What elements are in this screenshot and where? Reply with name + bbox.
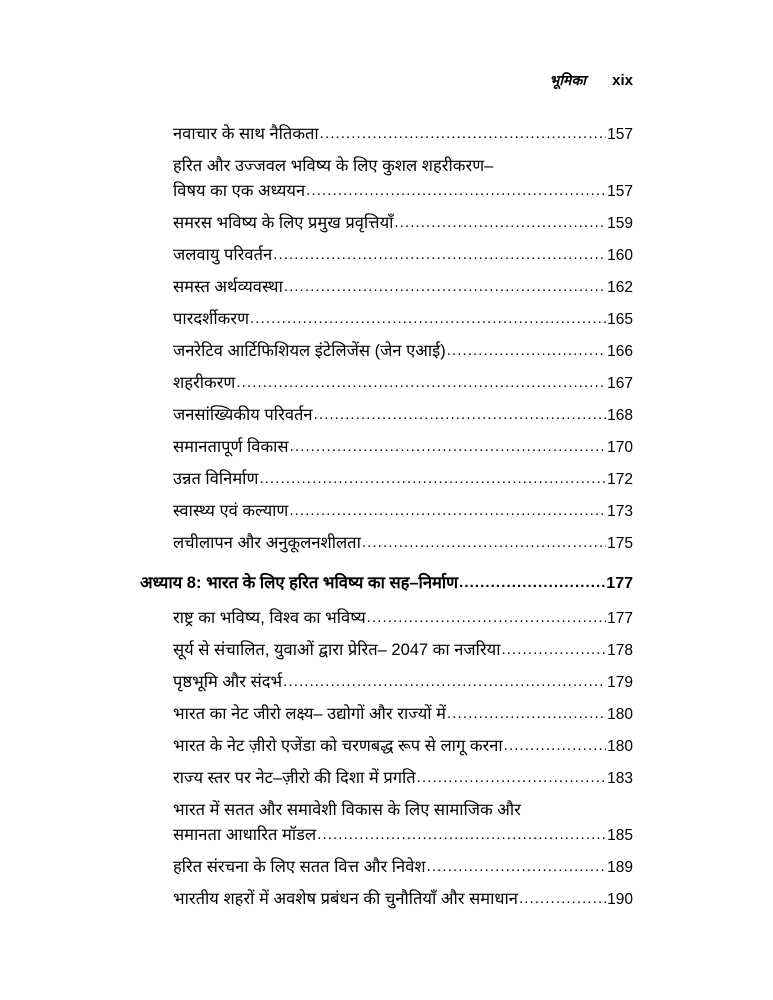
toc-entry-row — [173, 371, 633, 396]
toc-sub-entry[interactable] — [140, 243, 633, 268]
page-folio: xix — [612, 72, 633, 89]
toc-entry-row — [173, 243, 633, 268]
toc-sub-entry[interactable] — [140, 403, 633, 428]
toc-sub-entry[interactable] — [140, 855, 633, 880]
toc-entry-page-number: 168 — [607, 407, 633, 424]
dot-leader — [501, 637, 606, 662]
toc-sub-entry[interactable] — [140, 499, 633, 524]
toc-sub-entry[interactable] — [140, 371, 633, 396]
toc-sub-entry[interactable] — [140, 606, 633, 631]
toc-entry-row — [173, 887, 633, 912]
toc-entry-row — [173, 403, 633, 428]
toc-entry-title: सूर्य से संचालित, युवाओं द्वारा प्रेरित– 2047 का नजरिया — [173, 641, 501, 659]
toc-entry-title: जनसांख्यिकीय परिवर्तन — [173, 406, 313, 424]
toc-entry-page-number: 170 — [607, 439, 633, 456]
dot-leader — [284, 274, 606, 299]
toc-entry-page-number: 180 — [607, 706, 633, 723]
dot-leader — [314, 402, 607, 427]
toc-entry-row — [173, 339, 633, 364]
dot-leader — [283, 669, 606, 694]
dot-leader — [459, 570, 605, 595]
toc-entry-page-number: 180 — [607, 738, 633, 755]
toc-entry-title: लचीलापन और अनुकूलनशीलता — [173, 534, 361, 552]
toc-entry-row — [173, 638, 633, 663]
toc-entry-page-number: 173 — [607, 503, 633, 520]
toc-entry-row — [173, 702, 633, 727]
toc-entry-row — [173, 499, 633, 524]
toc-entry-title: जलवायु परिवर्तन — [173, 246, 273, 264]
toc-entry-page-number: 177 — [607, 610, 633, 627]
table-of-contents — [140, 122, 633, 919]
toc-entry-page-number: 183 — [607, 770, 633, 787]
toc-entry-page-number: 190 — [607, 891, 633, 908]
toc-entry-page-number: 175 — [607, 535, 633, 552]
dot-leader — [504, 733, 606, 758]
toc-entry-title: अध्याय 8: भारत के लिए हरित भविष्य का सह–निर्माण — [140, 574, 459, 592]
dot-leader — [417, 765, 606, 790]
toc-sub-entry[interactable] — [140, 638, 633, 663]
dot-leader — [447, 338, 606, 363]
toc-entry-page-number: 167 — [607, 375, 633, 392]
running-head — [0, 71, 633, 90]
toc-sub-entry[interactable] — [140, 887, 633, 912]
dot-leader — [427, 854, 607, 879]
toc-entry-title: राज्य स्तर पर नेट–ज़ीरो की दिशा में प्रगति — [173, 769, 416, 787]
toc-entry-page-number: 177 — [606, 575, 633, 592]
dot-leader — [290, 434, 607, 459]
dot-leader — [320, 121, 606, 146]
toc-sub-entry[interactable] — [140, 467, 633, 492]
toc-entry-title: समानतापूर्ण विकास — [173, 438, 289, 456]
toc-entry-row — [173, 734, 633, 759]
toc-sub-entry[interactable] — [140, 122, 633, 147]
toc-entry-row — [173, 122, 633, 147]
dot-leader — [250, 306, 606, 331]
toc-sub-entry[interactable] — [140, 211, 633, 236]
toc-sub-entry[interactable] — [140, 531, 633, 556]
toc-entry-title: पारदर्शीकरण — [173, 310, 249, 328]
toc-entry-page-number: 165 — [607, 311, 633, 328]
dot-leader — [447, 701, 606, 726]
toc-sub-entry[interactable] — [140, 702, 633, 727]
toc-entry-row — [173, 275, 633, 300]
toc-entry-line: भारत में सतत और समावेशी विकास के लिए सामाजिक और — [173, 801, 521, 819]
toc-entry-page-number: 162 — [607, 279, 633, 296]
toc-entry-page-number: 159 — [607, 215, 633, 232]
toc-entry-title: जनरेटिव आर्टिफिशियल इंटेलिजेंस (जेन एआई) — [173, 342, 446, 360]
dot-leader — [273, 242, 606, 267]
toc-entry-title: विषय का एक अध्ययन — [173, 182, 306, 200]
toc-entry-title: समरस भविष्य के लिए प्रमुख प्रवृत्तियाँ — [173, 214, 394, 232]
toc-entry-row — [173, 467, 633, 492]
toc-entry-page-number: 166 — [607, 343, 633, 360]
toc-entry-title: स्वास्थ्य एवं कल्याण — [173, 502, 289, 520]
toc-entry-line: हरित और उज्जवल भविष्य के लिए कुशल शहरीकरण– — [173, 157, 494, 175]
toc-sub-entry[interactable] — [140, 670, 633, 695]
toc-entry-title: समस्त अर्थव्यवस्था — [173, 278, 283, 296]
toc-sub-entry[interactable] — [140, 154, 633, 204]
toc-entry-title: शहरीकरण — [173, 374, 236, 392]
dot-leader — [306, 178, 606, 203]
toc-entry-row — [173, 855, 633, 880]
toc-sub-entry[interactable] — [140, 766, 633, 791]
toc-entry-title: उन्नत विनिर्माण — [173, 470, 259, 488]
toc-entry-row — [173, 531, 633, 556]
toc-entry-row — [173, 435, 633, 460]
toc-sub-entry[interactable] — [140, 339, 633, 364]
toc-entry-title: हरित संरचना के लिए सतत वित्त और निवेश — [173, 858, 426, 876]
toc-entry-row — [173, 179, 633, 204]
toc-entry-page-number: 157 — [607, 126, 633, 143]
toc-entry-row — [173, 606, 633, 631]
toc-entry-page-number: 185 — [607, 827, 633, 844]
toc-entry-title: समानता आधारित मॉडल — [173, 826, 317, 844]
dot-leader — [367, 605, 606, 630]
dot-leader — [317, 822, 606, 847]
toc-entry-page-number: 178 — [607, 642, 633, 659]
toc-entry-page-number: 172 — [607, 471, 633, 488]
toc-entry-row — [173, 766, 633, 791]
toc-entry-title: नवाचार के साथ नैतिकता — [173, 125, 319, 143]
toc-entry-title: भारत का नेट जीरो लक्ष्य– उद्योगों और राज्यों में — [173, 705, 447, 723]
toc-entry-row — [173, 823, 633, 848]
dot-leader — [394, 210, 606, 235]
toc-entry-page-number: 160 — [607, 247, 633, 264]
toc-entry-row — [173, 211, 633, 236]
dot-leader — [362, 530, 606, 555]
toc-entry-title: पृष्ठभूमि और संदर्भ — [173, 673, 283, 691]
toc-entry-title: भारतीय शहरों में अवशेष प्रबंधन की चुनौतियाँ और समाधान — [173, 890, 518, 908]
dot-leader — [259, 466, 606, 491]
toc-sub-entry[interactable] — [140, 307, 633, 332]
dot-leader — [289, 498, 606, 523]
toc-entry-page-number: 157 — [607, 183, 633, 200]
dot-leader — [519, 886, 606, 911]
toc-entry-page-number: 179 — [607, 674, 633, 691]
toc-entry-title: भारत के नेट ज़ीरो एजेंडा को चरणबद्ध रूप से लागू करना — [173, 737, 503, 755]
toc-sub-entry[interactable] — [140, 435, 633, 460]
toc-sub-entry[interactable] — [140, 734, 633, 759]
toc-entry-row — [173, 670, 633, 695]
toc-entry-title: राष्ट्र का भविष्य, विश्व का भविष्य — [173, 609, 366, 627]
toc-chapter-entry[interactable] — [140, 571, 633, 596]
toc-entry-row — [140, 571, 633, 596]
running-head-title: भूमिका — [549, 74, 587, 89]
toc-entry-page-number: 189 — [607, 859, 633, 876]
toc-sub-entry[interactable] — [140, 798, 633, 848]
toc-entry-row — [173, 307, 633, 332]
dot-leader — [236, 370, 606, 395]
toc-sub-entry[interactable] — [140, 275, 633, 300]
